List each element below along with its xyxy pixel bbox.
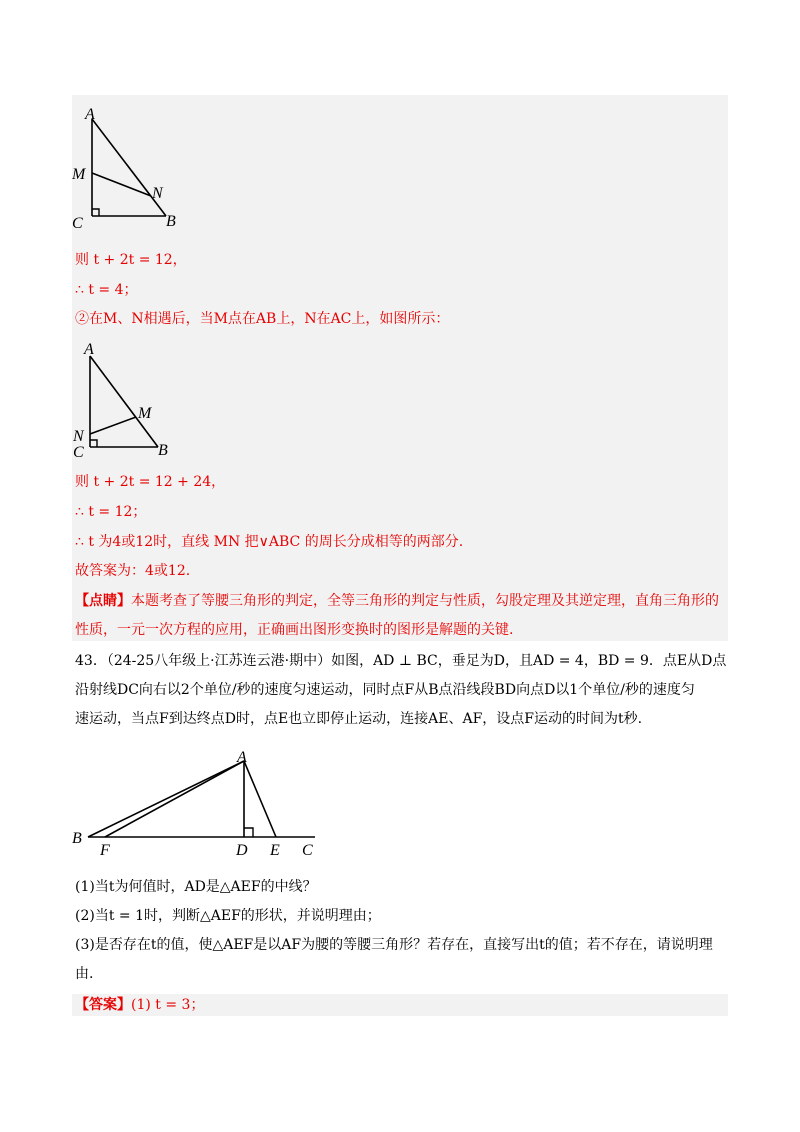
vertex-B: B: [72, 830, 82, 847]
vertex-C: C: [72, 215, 83, 229]
vertex-N: N: [73, 428, 84, 445]
answer-tag: 【答案】: [75, 997, 131, 1013]
question-3b: 由.: [75, 966, 94, 982]
vertex-B: B: [166, 213, 176, 229]
vertex-M: M: [138, 405, 152, 422]
vertex-A: A: [85, 106, 95, 123]
vertex-F: F: [100, 842, 110, 859]
problem-line3: 速运动，当点F到达终点D时，点E也立即停止运动，连接AE、AF，设点F运动的时间为t秒.: [75, 711, 643, 727]
vertex-E: E: [270, 842, 280, 859]
solution-conclusion: ∴ t 为4或12时，直线 MN 把∨ABC 的周长分成相等的两部分.: [75, 534, 464, 550]
vertex-N: N: [152, 185, 163, 202]
comment-tag: 【点睛】: [75, 593, 131, 609]
figure-triangle-1: [70, 104, 190, 229]
comment-text-1: 本题考查了等腰三角形的判定，全等三角形的判定与性质，勾股定理及其逆定理，直角三角形的: [131, 593, 719, 609]
problem-line2: 沿射线DC向右以2个单位/秒的速度匀速运动，同时点F从B点沿线段BD向点D以1个单位/秒的速度匀: [75, 682, 695, 698]
solution-eq2: 则 t + 2t = 12 + 24，: [75, 474, 226, 490]
figure-triangle-2: [70, 338, 190, 463]
solution-result2: ∴ t = 12；: [75, 504, 147, 520]
problem-line1: 43．（24-25八年级上·江苏连云港·期中）如图，AD ⊥ BC，垂足为D，且AD = 4，BD = 9．点E从D点: [75, 653, 727, 669]
vertex-M: M: [72, 166, 86, 183]
vertex-C: C: [302, 842, 313, 859]
figure-problem-43: [70, 748, 330, 863]
vertex-A: A: [237, 749, 247, 766]
vertex-D: D: [236, 842, 248, 859]
solution-result1: ∴ t = 4；: [75, 282, 138, 298]
comment-line1: [75, 591, 719, 611]
solution-answer: 故答案为：4或12.: [75, 563, 191, 579]
question-1: (1)当t为何值时，AD是△AEF的中线？: [75, 879, 317, 895]
vertex-A: A: [84, 341, 94, 358]
question-2: (2)当t = 1时，判断△AEF的形状，并说明理由；: [75, 908, 381, 924]
answer-line: [75, 995, 204, 1015]
solution-case2: ②在M、N相遇后，当M点在AB上，N在AC上，如图所示：: [75, 311, 450, 327]
comment-line2: 性质，一元一次方程的应用，正确画出图形变换时的图形是解题的关键.: [75, 622, 514, 638]
question-3a: (3)是否存在t的值，使△AEF是以AF为腰的等腰三角形？若存在，直接写出t的值；若不存在，请说明理: [75, 937, 713, 953]
answer-text: (1) t = 3；: [131, 997, 205, 1013]
vertex-C: C: [73, 444, 84, 461]
solution-eq1: 则 t + 2t = 12，: [75, 252, 187, 268]
vertex-B: B: [158, 442, 168, 459]
